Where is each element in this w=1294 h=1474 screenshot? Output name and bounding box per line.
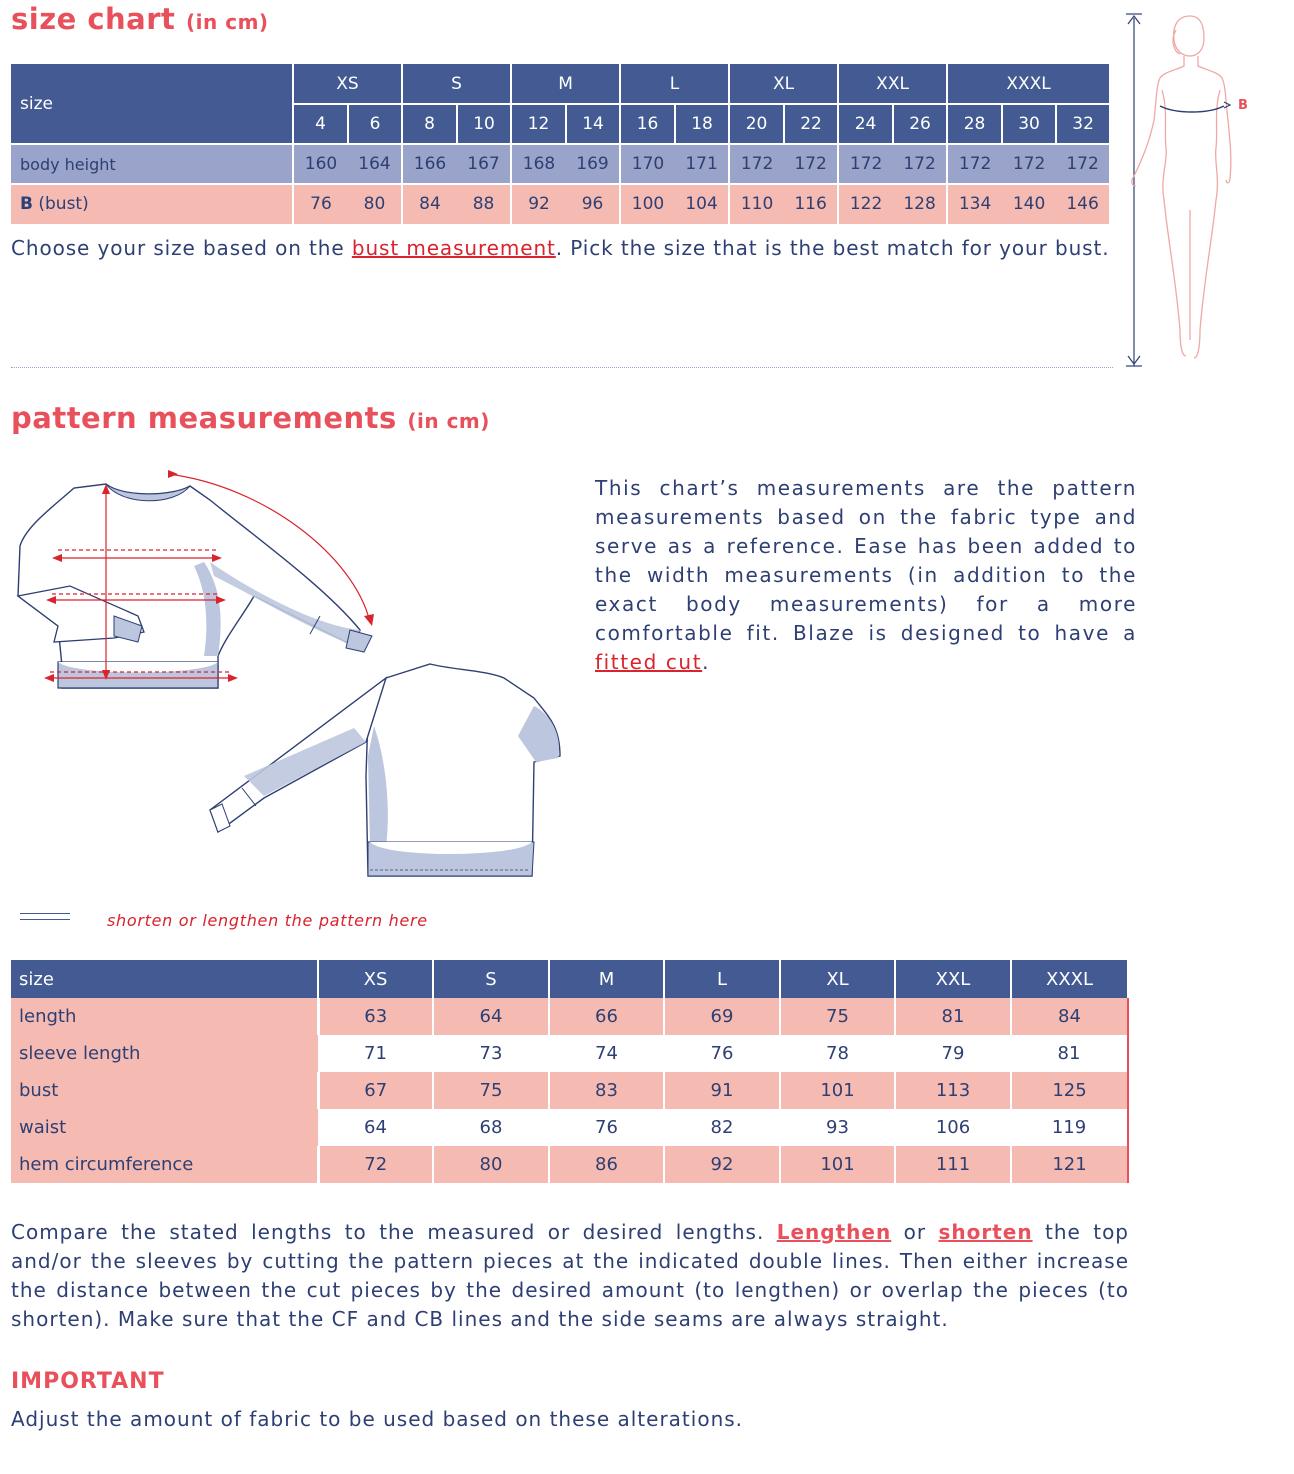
body-height-value: 172 xyxy=(838,144,893,184)
body-height-row xyxy=(11,144,1110,184)
sweater-front-icon xyxy=(18,484,372,688)
pattern-size-label: size xyxy=(11,960,318,998)
bust-label xyxy=(11,184,293,224)
size-number: 14 xyxy=(566,104,620,144)
size-number: 28 xyxy=(947,104,1002,144)
size-note xyxy=(11,234,1110,263)
size-number: 30 xyxy=(1002,104,1056,144)
size-number: 12 xyxy=(511,104,566,144)
pattern-value: 76 xyxy=(664,1035,780,1072)
body-height-value: 172 xyxy=(893,144,947,184)
bust-row xyxy=(11,184,1110,224)
body-height-value: 172 xyxy=(1056,144,1110,184)
pattern-value: 79 xyxy=(895,1035,1011,1072)
bust-value: 110 xyxy=(729,184,784,224)
pattern-row xyxy=(11,1072,1128,1109)
pattern-title-text: pattern measurements xyxy=(11,401,397,435)
size-number: 32 xyxy=(1056,104,1110,144)
size-chart-table xyxy=(11,64,1111,225)
pattern-row-label: bust xyxy=(11,1072,318,1109)
pattern-value: 111 xyxy=(895,1146,1011,1183)
size-number: 16 xyxy=(620,104,675,144)
pattern-value: 67 xyxy=(318,1072,433,1109)
bust-value: 88 xyxy=(457,184,511,224)
pattern-value: 113 xyxy=(895,1072,1011,1109)
pattern-value: 106 xyxy=(895,1109,1011,1146)
legend-text: shorten or lengthen the pattern here xyxy=(107,911,428,930)
pattern-description-text: This chart’s measurements are the pattern measurements based on the fabric type and serve as a reference. Ease has been added to the width measurements (in addition to the exact body measurements) for a more comfortable fit. Blaze is designed to have a xyxy=(595,476,1137,645)
pattern-value: 93 xyxy=(780,1109,895,1146)
body-height-value: 164 xyxy=(348,144,402,184)
bust-label-rest: (bust) xyxy=(38,194,89,215)
size-group: XXXL xyxy=(947,64,1110,104)
body-height-value: 172 xyxy=(947,144,1002,184)
bust-value: 96 xyxy=(566,184,620,224)
bust-value: 122 xyxy=(838,184,893,224)
pattern-value: 74 xyxy=(549,1035,664,1072)
pattern-size-header: M xyxy=(549,960,664,998)
bust-value: 92 xyxy=(511,184,566,224)
pattern-row xyxy=(11,998,1128,1035)
pattern-header-row xyxy=(11,960,1128,998)
size-group: XXL xyxy=(838,64,947,104)
pattern-value: 73 xyxy=(433,1035,549,1072)
body-height-value: 167 xyxy=(457,144,511,184)
bust-marker: B xyxy=(1238,98,1248,113)
height-arrow-icon xyxy=(1126,14,1142,366)
instructions-text: Compare the stated lengths to the measured or desired lengths. xyxy=(11,1220,777,1244)
pattern-unit: (in cm) xyxy=(407,409,490,433)
bust-label-b: B xyxy=(20,194,33,215)
size-label: size xyxy=(11,64,293,144)
instructions-or: or xyxy=(891,1220,939,1244)
size-group-row xyxy=(11,64,1110,104)
pattern-value: 83 xyxy=(549,1072,664,1109)
pattern-size-header: L xyxy=(664,960,780,998)
bust-value: 128 xyxy=(893,184,947,224)
pattern-value: 121 xyxy=(1011,1146,1128,1183)
bust-value: 146 xyxy=(1056,184,1110,224)
size-number: 4 xyxy=(293,104,348,144)
pattern-value: 63 xyxy=(318,998,433,1035)
size-group: M xyxy=(511,64,620,104)
size-number: 10 xyxy=(457,104,511,144)
pattern-value: 119 xyxy=(1011,1109,1128,1146)
pattern-row xyxy=(11,1035,1128,1072)
size-chart-unit: (in cm) xyxy=(186,10,269,34)
size-chart-title-text: size chart xyxy=(11,2,176,36)
pattern-description-end: . xyxy=(702,650,711,674)
size-note-text: Choose your size based on the xyxy=(11,236,352,260)
pattern-value: 71 xyxy=(318,1035,433,1072)
pattern-title xyxy=(11,401,490,435)
pattern-row-label: sleeve length xyxy=(11,1035,318,1072)
pattern-row xyxy=(11,1109,1128,1146)
pattern-value: 125 xyxy=(1011,1072,1128,1109)
bust-measurement-link[interactable]: bust measurement xyxy=(351,236,556,260)
pattern-value: 82 xyxy=(664,1109,780,1146)
body-height-value: 172 xyxy=(1002,144,1056,184)
bust-value: 80 xyxy=(348,184,402,224)
fitted-cut-link[interactable]: fitted cut xyxy=(595,650,703,674)
pattern-value: 78 xyxy=(780,1035,895,1072)
pattern-value: 66 xyxy=(549,998,664,1035)
body-height-value: 160 xyxy=(293,144,348,184)
size-number: 24 xyxy=(838,104,893,144)
bust-value: 104 xyxy=(675,184,729,224)
pattern-value: 75 xyxy=(780,998,895,1035)
size-number: 20 xyxy=(729,104,784,144)
shorten-link[interactable]: shorten xyxy=(938,1220,1033,1244)
size-number: 8 xyxy=(402,104,457,144)
body-height-value: 170 xyxy=(620,144,675,184)
body-height-value: 168 xyxy=(511,144,566,184)
bust-line-icon xyxy=(1160,106,1224,112)
pattern-description xyxy=(595,474,1137,677)
pattern-value: 101 xyxy=(780,1146,895,1183)
pattern-value: 80 xyxy=(433,1146,549,1183)
pattern-row xyxy=(11,1146,1128,1183)
pattern-value: 81 xyxy=(895,998,1011,1035)
size-note-text-end: . Pick the size that is the best match for your bust. xyxy=(555,236,1110,260)
important-text: Adjust the amount of fabric to be used based on these alterations. xyxy=(11,1407,744,1431)
size-number: 26 xyxy=(893,104,947,144)
instructions xyxy=(11,1218,1129,1334)
bust-value: 84 xyxy=(402,184,457,224)
pattern-row-label: length xyxy=(11,998,318,1035)
double-line-legend-icon xyxy=(20,912,70,922)
size-number: 18 xyxy=(675,104,729,144)
size-group: XL xyxy=(729,64,838,104)
pattern-size-header: XL xyxy=(780,960,895,998)
pattern-table xyxy=(11,960,1129,1183)
pattern-size-header: XS xyxy=(318,960,433,998)
pattern-value: 72 xyxy=(318,1146,433,1183)
bust-value: 134 xyxy=(947,184,1002,224)
body-height-value: 169 xyxy=(566,144,620,184)
important-title: IMPORTANT xyxy=(11,1369,165,1394)
pattern-value: 69 xyxy=(664,998,780,1035)
pattern-value: 101 xyxy=(780,1072,895,1109)
size-number: 6 xyxy=(348,104,402,144)
woman-silhouette-icon xyxy=(1132,16,1231,358)
pattern-value: 75 xyxy=(433,1072,549,1109)
sweater-back-icon xyxy=(210,664,560,876)
pattern-value: 84 xyxy=(1011,998,1128,1035)
body-height-value: 172 xyxy=(729,144,784,184)
body-height-label: body height xyxy=(11,144,293,184)
bust-value: 116 xyxy=(784,184,838,224)
bust-value: 76 xyxy=(293,184,348,224)
pattern-value: 64 xyxy=(318,1109,433,1146)
body-figure-illustration xyxy=(1120,10,1260,372)
body-height-value: 166 xyxy=(402,144,457,184)
pattern-size-header: S xyxy=(433,960,549,998)
pattern-value: 68 xyxy=(433,1109,549,1146)
pattern-size-header: XXXL xyxy=(1011,960,1128,998)
pattern-value: 86 xyxy=(549,1146,664,1183)
pattern-value: 91 xyxy=(664,1072,780,1109)
size-group: XS xyxy=(293,64,402,104)
size-chart-title xyxy=(11,2,269,36)
sweater-illustration xyxy=(14,466,574,886)
bust-value: 100 xyxy=(620,184,675,224)
body-height-value: 172 xyxy=(784,144,838,184)
pattern-value: 81 xyxy=(1011,1035,1128,1072)
pattern-value: 92 xyxy=(664,1146,780,1183)
pattern-size-header: XXL xyxy=(895,960,1011,998)
body-height-value: 171 xyxy=(675,144,729,184)
pattern-value: 64 xyxy=(433,998,549,1035)
size-number: 22 xyxy=(784,104,838,144)
size-group: S xyxy=(402,64,511,104)
instructions-text-end: the top and/or the sleeves by cutting the pattern pieces at the indicated double lines. Then either increase the distance between the cut pieces by the desired amount (to lengthen) or overlap the pieces (to shorten). Make sure that the CF and CB lines and the side seams are always straight. xyxy=(11,1220,1130,1331)
pattern-row-label: hem circumference xyxy=(11,1146,318,1183)
size-group: L xyxy=(620,64,729,104)
section-divider xyxy=(11,367,1113,368)
bust-value: 140 xyxy=(1002,184,1056,224)
pattern-value: 76 xyxy=(549,1109,664,1146)
pattern-row-label: waist xyxy=(11,1109,318,1146)
lengthen-link[interactable]: Lengthen xyxy=(776,1220,892,1244)
